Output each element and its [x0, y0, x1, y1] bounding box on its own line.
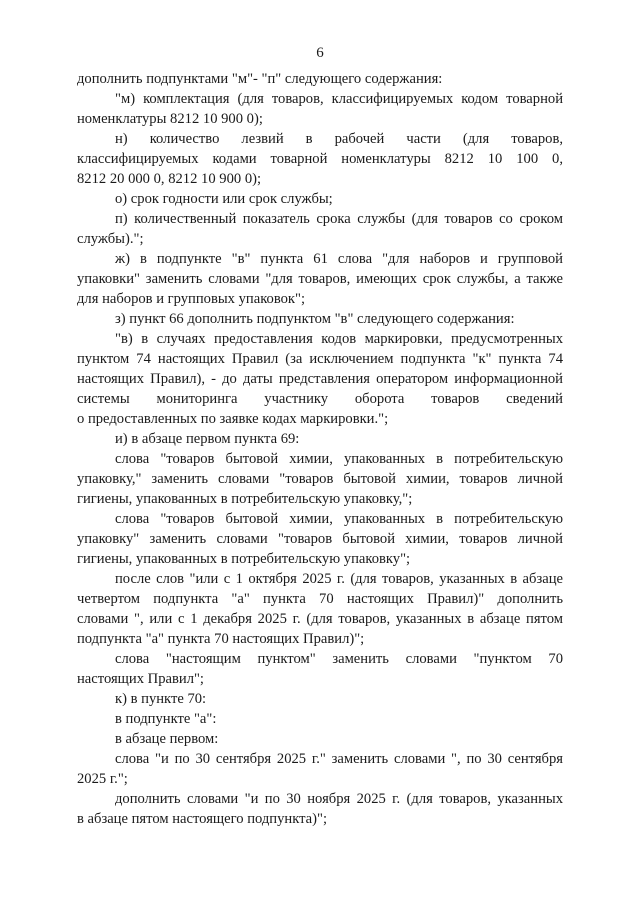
text-line: гигиены, упакованных в потребительскую упаковку,"; — [77, 491, 413, 507]
paragraph — [77, 789, 563, 829]
text-line: упаковки" заменить словами "для товаров, имеющих срок службы, а также — [77, 271, 563, 287]
text-line: ж) в подпункте "в" пункта 61 слова "для наборов и групповой — [115, 251, 563, 267]
text-line: 2025 г."; — [77, 771, 128, 787]
text-line: к) в пункте 70: — [115, 691, 207, 707]
text-line: в подпункте "а": — [115, 711, 217, 727]
text-line: п) количественный показатель срока службы (для товаров со сроком — [115, 211, 563, 227]
paragraph — [77, 709, 563, 729]
text-line: гигиены, упакованных в потребительскую упаковку"; — [77, 551, 411, 567]
page-number: 6 — [316, 45, 324, 61]
text-line: в абзаце первом: — [115, 731, 219, 747]
paragraph — [77, 429, 563, 449]
paragraph — [77, 309, 563, 329]
text-line: в абзаце пятом настоящего подпункта)"; — [77, 811, 328, 827]
text-line: слова "и по 30 сентября 2025 г." заменить словами ", по 30 сентября — [115, 751, 563, 767]
paragraph — [77, 449, 563, 509]
text-line: настоящих Правил"; — [77, 671, 204, 687]
paragraph — [77, 689, 563, 709]
text-line: "в) в случаях предоставления кодов маркировки, предусмотренных — [115, 331, 563, 347]
paragraph — [77, 509, 563, 569]
text-line: "м) комплектация (для товаров, классифицируемых кодом товарной — [115, 91, 563, 107]
text-line: номенклатуры 8212 10 900 0); — [77, 111, 263, 127]
text-line: настоящих Правил), - до даты представления оператором информационной — [77, 371, 563, 387]
text-line: упаковку" заменить словами "товаров бытовой химии, товаров личной — [77, 531, 563, 547]
paragraph — [77, 649, 563, 689]
paragraph — [77, 209, 563, 249]
paragraph — [77, 749, 563, 789]
text-line: службы)."; — [77, 231, 144, 247]
paragraph — [77, 249, 563, 309]
paragraph — [77, 129, 563, 189]
text-line: после слов "или с 1 октября 2025 г. (для товаров, указанных в абзаце — [115, 571, 563, 587]
text-line: о предоставленных по заявке кодах маркировки."; — [77, 411, 389, 427]
paragraph — [77, 729, 563, 749]
text-line: и) в абзаце первом пункта 69: — [115, 431, 300, 447]
text-line: системы мониторинга участнику оборота товаров сведений — [77, 391, 563, 407]
text-line: о) срок годности или срок службы; — [115, 191, 333, 207]
text-line: пунктом 74 настоящих Правил (за исключением подпункта "к" пункта 74 — [77, 351, 563, 367]
paragraph — [77, 89, 563, 129]
text-line: для наборов и групповых упаковок"; — [77, 291, 306, 307]
paragraph — [77, 329, 563, 429]
text-line: слова "товаров бытовой химии, упакованных в потребительскую — [115, 511, 563, 527]
text-line: 8212 20 000 0, 8212 10 900 0); — [77, 171, 262, 187]
paragraph — [77, 189, 563, 209]
text-line: слова "товаров бытовой химии, упакованных в потребительскую — [115, 451, 563, 467]
text-line: упаковку," заменить словами "товаров бытовой химии, товаров личной — [77, 471, 563, 487]
text-line: дополнить подпунктами "м"- "п" следующего содержания: — [77, 71, 443, 87]
paragraph — [77, 69, 563, 89]
text-line: з) пункт 66 дополнить подпунктом "в" следующего содержания: — [115, 311, 515, 327]
text-line: н) количество лезвий в рабочей части (для товаров, — [115, 131, 563, 147]
text-line: четвертом подпункта "а" пункта 70 настоящих Правил)" дополнить — [77, 591, 563, 607]
text-line: классифицируемых кодами товарной номенклатуры 8212 10 100 0, — [77, 151, 563, 167]
text-line: слова "настоящим пунктом" заменить словами "пунктом 70 — [115, 651, 563, 667]
text-line: подпункта "а" пункта 70 настоящих Правил)"; — [77, 631, 365, 647]
document-body — [77, 69, 563, 829]
text-line: словами ", или с 1 декабря 2025 г. (для товаров, указанных в абзаце пятом — [77, 611, 563, 627]
paragraph — [77, 569, 563, 649]
text-line: дополнить словами "и по 30 ноября 2025 г. (для товаров, указанных — [115, 791, 563, 807]
